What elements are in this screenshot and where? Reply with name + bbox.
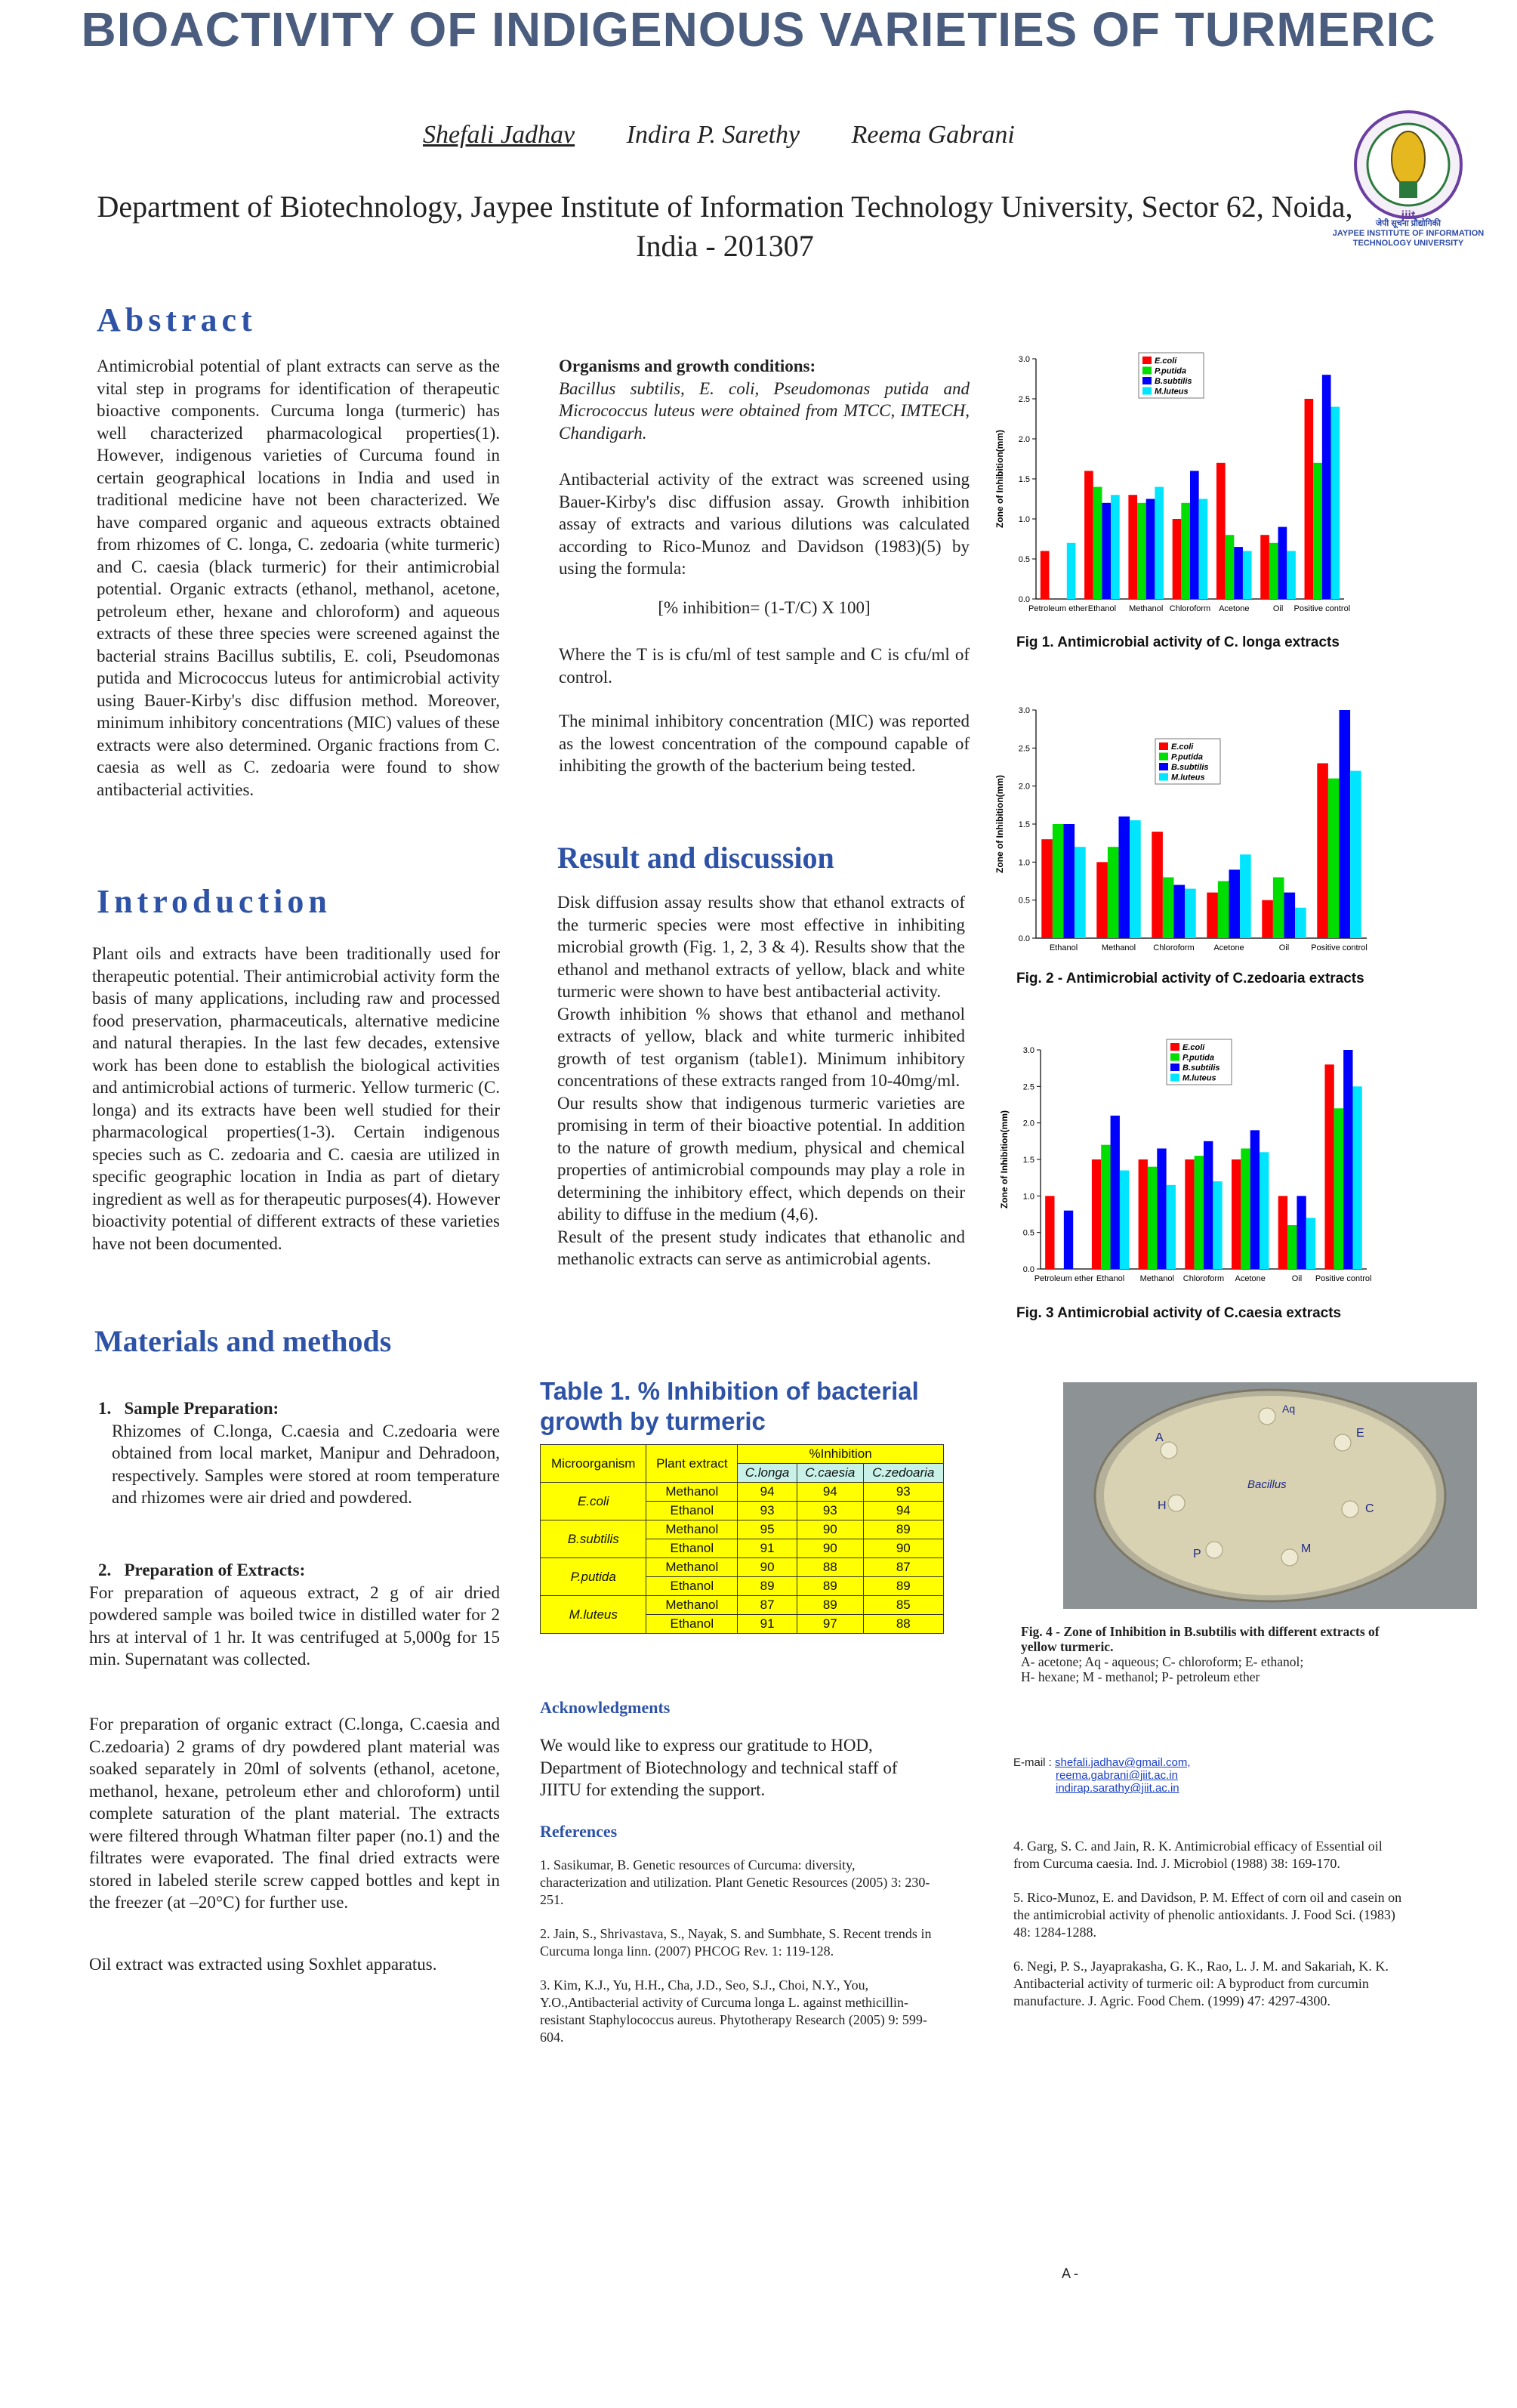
x-tick-label: Methanol xyxy=(1101,943,1136,952)
table-value-cell: 88 xyxy=(797,1558,863,1577)
x-tick-label: Chloroform xyxy=(1153,943,1195,952)
disc-chloroform xyxy=(1342,1501,1358,1517)
table-row xyxy=(541,1558,944,1577)
legend-label: P.putida xyxy=(1171,752,1203,762)
legend-swatch xyxy=(1170,1043,1179,1051)
table-extract-cell: Methanol xyxy=(646,1520,738,1539)
inhibition-table xyxy=(540,1444,944,1634)
oil-extract-text: Oil extract was extracted using Soxhlet apparatus. xyxy=(89,1955,437,1974)
x-tick-label: Methanol xyxy=(1129,604,1164,613)
abstract-text: Antimicrobial potential of plant extracts can serve as the vital step in programs for identification of therapeutic bioactive components. Curcuma longa (turmeric) has well characterized pharmacological properties(1). However, indigenous varieties of Curcuma found in certain geographical locations in India and used in traditional medicine have not been characterized. We have compared organic and aqueous extracts obtained from rhizomes of C. longa, C. zedoaria (white turmeric) and C. caesia (black turmeric) for their antimicrobial potential. Organic extracts (ethanol, methanol, acetone, petroleum ether, hexane and chloroform) and aqueous extracts of these three species were screened against the bacterial strains Bacillus subtilis, E. coli, Pseudomonas putida and Micrococcus luteus for antimicrobial activity using Bauer-Kirby's disc diffusion method. Moreover, minimum inhibitory concentrations (MIC) values of these extracts were also determined. Organic fractions from C. caesia as well as C. zedoaria were found to show antibacterial activities. xyxy=(97,357,500,799)
bar-pputida xyxy=(1195,1156,1204,1269)
legend-label: P.putida xyxy=(1155,366,1186,376)
bar-mluteus xyxy=(1167,1185,1176,1269)
y-tick-label: 1.0 xyxy=(1018,858,1030,868)
plate-label: P xyxy=(1193,1548,1201,1561)
table-value-cell: 87 xyxy=(863,1558,943,1577)
disc-hexane xyxy=(1168,1495,1185,1511)
bar-pputida xyxy=(1241,1149,1250,1270)
x-tick-label: Ethanol xyxy=(1096,1274,1125,1283)
legend-label: M.luteus xyxy=(1171,773,1205,783)
table-row xyxy=(541,1596,944,1615)
legend-label: E.coli xyxy=(1171,742,1194,752)
chart-fig2-c-zedoaria xyxy=(989,695,1382,967)
bar-mluteus xyxy=(1155,487,1164,599)
bar-ecoli xyxy=(1173,519,1182,599)
table-organism-cell: B.subtilis xyxy=(541,1520,646,1558)
legend-swatch xyxy=(1142,387,1152,395)
bar-pputida xyxy=(1137,503,1146,599)
formula-explanation: Where the T is is cfu/ml of test sample and C is cfu/ml of control. xyxy=(559,645,970,687)
bar-pputida xyxy=(1328,779,1340,938)
table-extract-cell: Methanol xyxy=(646,1483,738,1502)
y-axis-label: Zone of Inhibition(mm) xyxy=(994,775,1005,873)
x-tick-label: Petroleum ether xyxy=(1028,604,1088,613)
bar-pputida xyxy=(1287,1225,1297,1269)
reference-item: 2. Jain, S., Shrivastava, S., Nayak, S. and Sumbhate, S. Recent trends in Curcuma longa linn. (2007) PHCOG Rev. 1: 119-128. xyxy=(540,1926,932,1959)
email-link[interactable]: reema.gabrani@jiit.ac.in xyxy=(1056,1769,1178,1782)
bar-mluteus xyxy=(1199,499,1208,600)
legend-label: M.luteus xyxy=(1182,1073,1216,1083)
table-value-cell: 94 xyxy=(797,1483,863,1502)
bar-mluteus xyxy=(1185,889,1196,938)
bar-ecoli xyxy=(1092,1159,1101,1269)
bar-mluteus xyxy=(1075,847,1086,938)
table-value-cell: 88 xyxy=(863,1615,943,1634)
legend-swatch xyxy=(1142,367,1152,375)
y-tick-label: 3.0 xyxy=(1018,355,1030,364)
bar-mluteus xyxy=(1350,771,1361,938)
bar-ecoli xyxy=(1324,1064,1334,1269)
bar-mluteus xyxy=(1260,1152,1269,1269)
y-tick-label: 0.5 xyxy=(1018,555,1030,564)
x-tick-label: Oil xyxy=(1291,1274,1303,1283)
organisms-text: Bacillus subtilis, E. coli, Pseudomonas putida and Micrococcus luteus were obtained from MTCC, IMTECH, Chandigarh. xyxy=(559,378,970,443)
bar-pputida xyxy=(1093,487,1102,599)
table-value-cell: 89 xyxy=(797,1577,863,1596)
table-row xyxy=(541,1520,944,1539)
y-tick-label: 1.5 xyxy=(1022,1156,1034,1165)
organisms-block xyxy=(559,355,970,444)
results-paragraph-1: Disk diffusion assay results show that ethanol extracts of the turmeric species were most effective in inhibiting microbial growth (Fig. 1, 2, 3 & 4). Results show that the ethanol and methanol extracts of yellow, black and white turmeric were shown to have best antibacterial activity. xyxy=(557,893,965,1001)
disc-ethanol xyxy=(1334,1434,1351,1451)
bar-ecoli xyxy=(1185,1159,1194,1269)
bar-bsubtilis xyxy=(1064,824,1075,938)
petri-plate-graphic xyxy=(1063,1382,1477,1609)
table-extract-cell: Methanol xyxy=(646,1596,738,1615)
chart-fig1-c-longa xyxy=(989,344,1382,627)
bar-pputida xyxy=(1101,1145,1110,1269)
petri-plate-photo xyxy=(1063,1382,1477,1609)
inhibition-formula: [% inhibition= (1-T/C) X 100] xyxy=(658,598,871,617)
bar-pputida xyxy=(1053,824,1064,938)
acknowledgments-text: We would like to express our gratitude to HOD, Department of Biotechnology and technical staff of JIITU for extending the support. xyxy=(540,1736,898,1799)
table-value-cell: 90 xyxy=(797,1520,863,1539)
legend-swatch xyxy=(1142,377,1152,384)
y-tick-label: 2.0 xyxy=(1018,782,1030,792)
bar-bsubtilis xyxy=(1102,503,1111,599)
legend-swatch xyxy=(1142,357,1152,364)
department-affiliation: Department of Biotechnology, Jaypee Institute of Information Technology University, Sector 62, Noida, India - 201307 xyxy=(97,190,1353,263)
email-block xyxy=(1013,1756,1191,1795)
table-header-plant-extract: Plant extract xyxy=(646,1445,738,1483)
plate-label: E xyxy=(1356,1427,1364,1440)
fig2-caption: Fig. 2 - Antimicrobial activity of C.zedoaria extracts xyxy=(1016,971,1364,986)
y-tick-label: 3.0 xyxy=(1018,706,1030,715)
bar-bsubtilis xyxy=(1229,869,1241,938)
bar-ecoli xyxy=(1096,862,1108,938)
y-axis-label: Zone of Inhibition(mm) xyxy=(999,1110,1010,1209)
references-right xyxy=(1013,1838,1402,2010)
extract-preparation-block: 2. Preparation of Extracts: For preparation of aqueous extract, 2 g of air dried powdered sample was boiled twice in distilled water for 2 hrs at interval of 1 hr. It was centrifuged at 5,000g for 15 min. Supernatant was collected. xyxy=(89,1559,500,1671)
bar-mluteus xyxy=(1295,908,1306,938)
disc-petroleum-ether xyxy=(1206,1542,1223,1558)
bar-bsubtilis xyxy=(1322,375,1331,599)
author-list xyxy=(423,121,1060,150)
plate-label: Aq xyxy=(1282,1403,1296,1415)
logo-mark-text: jiit xyxy=(1401,209,1416,222)
y-tick-label: 2.5 xyxy=(1018,395,1030,404)
bar-ecoli xyxy=(1278,1196,1287,1269)
legend-swatch xyxy=(1159,773,1168,781)
y-tick-label: 0.0 xyxy=(1022,1265,1034,1274)
x-tick-label: Positive control xyxy=(1315,1274,1372,1283)
table-value-cell: 89 xyxy=(863,1520,943,1539)
y-tick-label: 1.5 xyxy=(1018,475,1030,484)
y-tick-label: 0.5 xyxy=(1018,896,1030,906)
reference-item: 5. Rico-Munoz, E. and Davidson, P. M. Effect of corn oil and casein on the antimicrobial activity of phenolic antioxidants. J. Food Sci. (1983) 48: 1284-1288. xyxy=(1013,1890,1402,1940)
reference-item: 3. Kim, K.J., Yu, H.H., Cha, J.D., Seo, S.J., Choi, N.Y., You, Y.O.,Antibacterial activity of Curcuma longa L. against methicillin-resistant Staphylococcus aureus. Phytotherapy Research (2005) 9: 599-604. xyxy=(540,1977,927,2045)
table-value-cell: 90 xyxy=(797,1539,863,1558)
disc-aqueous xyxy=(1259,1408,1275,1425)
table-value-cell: 89 xyxy=(863,1577,943,1596)
bar-ecoli xyxy=(1045,1196,1054,1269)
chart-fig3-c-caesia xyxy=(997,1029,1382,1308)
organic-extract-text: For preparation of organic extract (C.longa, C.caesia and C.zedoaria) 2 grams of dry powdered plant material was soaked separately in 20ml of solvents (ethanol, acetone, methanol, hexane, petroleum ether and chloroform) until complete saturation of the plant material. The extracts were filtered through Whatman filter paper (no.1) and the filtrates were evaporated. The final dried extracts were stored in labeled sterile screw capped bottles and kept in the freezer (at –20°C) for further use. xyxy=(89,1715,500,1912)
email-link[interactable]: shefali.jadhav@gmail.com, xyxy=(1055,1756,1191,1769)
table-header-inhibition: %Inhibition xyxy=(738,1445,944,1464)
x-tick-label: Petroleum ether xyxy=(1034,1274,1093,1283)
fig4-legend-line: H- hexane; M - methanol; P- petroleum ether xyxy=(1021,1669,1260,1684)
fig4-caption-title: Fig. 4 - Zone of Inhibition in B.subtilis with different extracts of yellow turmeric. xyxy=(1021,1624,1380,1654)
bar-ecoli xyxy=(1152,832,1163,938)
bar-ecoli xyxy=(1084,471,1093,599)
acknowledgments-heading: Acknowledgments xyxy=(540,1698,671,1717)
assay-text: Antibacterial activity of the extract was screened using Bauer-Kirby's disc diffusion assay. Growth inhibition assay of extracts and various dilutions was calculated according to Rico-Munoz and Davidson (1983)(5) by using the formula: xyxy=(559,470,970,578)
table-value-cell: 93 xyxy=(797,1502,863,1520)
references-left xyxy=(540,1857,933,2046)
table-organism-cell: P.putida xyxy=(541,1558,646,1596)
introduction-heading: Introduction xyxy=(97,883,331,920)
table-value-cell: 95 xyxy=(738,1520,797,1539)
bar-mluteus xyxy=(1240,854,1251,938)
table-value-cell: 85 xyxy=(863,1596,943,1615)
table-extract-cell: Ethanol xyxy=(646,1502,738,1520)
table-extract-cell: Ethanol xyxy=(646,1539,738,1558)
logo-university-name: JAYPEE INSTITUTE OF INFORMATION TECHNOLOGY UNIVERSITY xyxy=(1332,229,1485,248)
bar-pputida xyxy=(1108,847,1119,938)
y-tick-label: 0.0 xyxy=(1018,595,1030,604)
table-extract-cell: Ethanol xyxy=(646,1615,738,1634)
x-tick-label: Oil xyxy=(1278,943,1290,952)
legend-swatch xyxy=(1170,1064,1179,1071)
bar-mluteus xyxy=(1120,1171,1129,1270)
reference-item: 4. Garg, S. C. and Jain, R. K. Antimicrobial efficacy of Essential oil from Curcuma caesia. Ind. J. Microbiol (1988) 38: 169-170. xyxy=(1013,1838,1383,1871)
extract-preparation-text: For preparation of aqueous extract, 2 g of air dried powdered sample was boiled twice in distilled water for 2 hrs at interval of 1 hr. It was centrifuged at 5,000g for 15 min. Supernatant was collected. xyxy=(89,1582,500,1669)
y-tick-label: 2.0 xyxy=(1022,1119,1034,1128)
x-tick-label: Acetone xyxy=(1213,943,1244,952)
bar-mluteus xyxy=(1306,1218,1315,1269)
bar-mluteus xyxy=(1213,1181,1222,1269)
x-tick-label: Ethanol xyxy=(1049,943,1078,952)
legend-label: B.subtilis xyxy=(1182,1064,1220,1073)
chart-legend xyxy=(1139,353,1204,398)
legend-label: E.coli xyxy=(1155,357,1177,366)
bar-ecoli xyxy=(1207,893,1218,938)
y-tick-label: 2.0 xyxy=(1018,435,1030,444)
bar-pputida xyxy=(1334,1108,1343,1269)
results-paragraph-2: Growth inhibition % shows that ethanol and methanol extracts of yellow, black and white turmeric inhibited growth of test organism (table1). Minimum inhibitory concentrations of these extracts ranged from 10-40mg/ml. xyxy=(557,1004,965,1090)
bar-mluteus xyxy=(1243,551,1252,599)
bar-bsubtilis xyxy=(1234,547,1243,599)
table-value-cell: 90 xyxy=(863,1539,943,1558)
table-value-cell: 89 xyxy=(738,1577,797,1596)
bar-bsubtilis xyxy=(1278,527,1287,599)
bar-ecoli xyxy=(1260,535,1269,599)
plate-label: M xyxy=(1301,1542,1312,1555)
bar-ecoli xyxy=(1216,463,1226,599)
fig4-caption xyxy=(1021,1624,1414,1684)
disc-methanol xyxy=(1281,1549,1298,1566)
bar-bsubtilis xyxy=(1284,893,1296,938)
bar-bsubtilis xyxy=(1190,471,1199,599)
table-value-cell: 93 xyxy=(738,1502,797,1520)
plate-label: C xyxy=(1365,1502,1374,1515)
chart-legend xyxy=(1155,739,1220,784)
table-extract-cell: Ethanol xyxy=(646,1577,738,1596)
table-title: Table 1. % Inhibition of bacterial growth by turmeric xyxy=(540,1377,919,1435)
bar-ecoli xyxy=(1139,1159,1148,1269)
sample-preparation-title: Sample Preparation: xyxy=(124,1399,279,1418)
fig4-legend-line: A- acetone; Aq - aqueous; C- chloroform; E- ethanol; xyxy=(1021,1654,1304,1669)
bar-pputida xyxy=(1313,463,1322,599)
y-tick-label: 2.5 xyxy=(1018,744,1030,754)
reference-item: 6. Negi, P. S., Jayaprakasha, G. K., Rao, L. J. M. and Sakariah, K. K. Antibacterial activity of turmeric oil: A byproduct from curcumin manufacture. J. Agric. Food Chem. (1999) 47: 4297-4300. xyxy=(1013,1959,1389,2008)
legend-swatch xyxy=(1170,1054,1179,1061)
table-header-species: C.caesia xyxy=(797,1464,863,1483)
table-value-cell: 87 xyxy=(738,1596,797,1615)
y-tick-label: 0.0 xyxy=(1018,934,1030,943)
x-tick-label: Acetone xyxy=(1219,604,1250,613)
bar-bsubtilis xyxy=(1297,1196,1306,1269)
bar-bsubtilis xyxy=(1204,1141,1213,1269)
table-header-species: C.longa xyxy=(738,1464,797,1483)
x-tick-label: Ethanol xyxy=(1087,604,1117,613)
bar-ecoli xyxy=(1128,495,1137,599)
y-tick-label: 0.5 xyxy=(1022,1228,1034,1238)
bar-bsubtilis xyxy=(1157,1149,1166,1270)
table-value-cell: 94 xyxy=(863,1502,943,1520)
bar-pputida xyxy=(1163,877,1174,938)
reference-item: 1. Sasikumar, B. Genetic resources of Curcuma: diversity, characterization and utilization. Plant Genetic Resources (2005) 3: 230-251. xyxy=(540,1857,930,1907)
bar-ecoli xyxy=(1041,839,1053,938)
bar-ecoli xyxy=(1305,399,1314,599)
references-heading: References xyxy=(540,1822,618,1841)
table-value-cell: 94 xyxy=(738,1483,797,1502)
bar-mluteus xyxy=(1067,543,1076,599)
table-extract-cell: Methanol xyxy=(646,1558,738,1577)
email-link[interactable]: indirap.sarathy@jiit.ac.in xyxy=(1056,1782,1179,1795)
bar-pputida xyxy=(1226,535,1235,599)
bar-ecoli xyxy=(1232,1159,1241,1269)
bar-mluteus xyxy=(1130,820,1141,938)
bar-pputida xyxy=(1148,1167,1157,1269)
bar-mluteus xyxy=(1287,551,1296,599)
legend-label: E.coli xyxy=(1182,1043,1205,1052)
author-3: Reema Gabrani xyxy=(851,121,1015,149)
bar-pputida xyxy=(1181,503,1190,599)
plate-label: Bacillus xyxy=(1247,1478,1287,1491)
methods-heading: Materials and methods xyxy=(94,1324,392,1358)
legend-swatch xyxy=(1159,753,1168,761)
y-tick-label: 1.5 xyxy=(1018,820,1030,829)
table-row xyxy=(541,1483,944,1502)
disc-acetone xyxy=(1161,1442,1177,1459)
results-paragraph-4: Result of the present study indicates that ethanolic and methanolic extracts can serve as antimicrobial agents. xyxy=(557,1227,965,1268)
bar-bsubtilis xyxy=(1064,1211,1073,1269)
logo-caption xyxy=(1325,219,1491,249)
bar-bsubtilis xyxy=(1111,1116,1120,1269)
table-value-cell: 91 xyxy=(738,1539,797,1558)
bar-pputida xyxy=(1218,881,1229,939)
poster-title: BIOACTIVITY OF INDIGENOUS VARIETIES OF TURMERIC xyxy=(81,2,1436,57)
sample-preparation-block: 1. Sample Preparation: Rhizomes of C.longa, C.caesia and C.zedoaria were obtained from local market, Manipur and Dehradoon, respectively. Samples were stored at room temperature and rhizomes were air dried and powdered. xyxy=(98,1397,500,1509)
abstract-heading: Abstract xyxy=(97,301,257,338)
table-value-cell: 97 xyxy=(797,1615,863,1634)
legend-swatch xyxy=(1170,1074,1179,1082)
y-tick-label: 1.0 xyxy=(1022,1192,1034,1202)
table-organism-cell: E.coli xyxy=(541,1483,646,1520)
organisms-heading: Organisms and growth conditions: xyxy=(559,357,816,375)
table-value-cell: 93 xyxy=(863,1483,943,1502)
logo-hindi-text: जेपी सूचना प्रौद्योगिकी xyxy=(1376,219,1441,228)
table-value-cell: 89 xyxy=(797,1596,863,1615)
legend-swatch xyxy=(1159,742,1168,750)
legend-label: B.subtilis xyxy=(1155,377,1192,386)
bar-bsubtilis xyxy=(1340,710,1351,938)
x-tick-label: Oil xyxy=(1272,604,1284,613)
bar-pputida xyxy=(1269,543,1278,599)
table-organism-cell: M.luteus xyxy=(541,1596,646,1634)
mic-text: The minimal inhibitory concentration (MIC) was reported as the lowest concentration of the compound capable of inhibiting the growth of the bacterium being tested. xyxy=(559,712,970,775)
sample-preparation-text: Rhizomes of C.longa, C.caesia and C.zedoaria were obtained from local market, Manipur and Dehradoon, respectively. Samples were stored at room temperature and rhizomes were air dried and powdered. xyxy=(112,1421,500,1507)
bar-bsubtilis xyxy=(1146,499,1155,600)
author-1: Shefali Jadhav xyxy=(423,121,575,149)
y-tick-label: 3.0 xyxy=(1022,1046,1034,1055)
author-2: Indira P. Sarethy xyxy=(626,121,800,149)
email-label: E-mail : xyxy=(1013,1756,1052,1769)
bar-mluteus xyxy=(1352,1086,1361,1269)
fig3-caption: Fig. 3 Antimicrobial activity of C.caesia extracts xyxy=(1016,1305,1342,1321)
x-tick-label: Positive control xyxy=(1293,604,1351,613)
legend-swatch xyxy=(1159,763,1168,770)
bar-ecoli xyxy=(1262,900,1273,938)
bar-mluteus xyxy=(1331,407,1340,599)
plate-label: H xyxy=(1158,1499,1167,1512)
bar-mluteus xyxy=(1111,495,1120,599)
bar-ecoli xyxy=(1317,763,1328,938)
legend-label: P.putida xyxy=(1182,1053,1214,1063)
bar-bsubtilis xyxy=(1250,1130,1260,1269)
legend-label: B.subtilis xyxy=(1171,763,1209,772)
bar-ecoli xyxy=(1041,551,1050,599)
table-header-species: C.zedoaria xyxy=(863,1464,943,1483)
x-tick-label: Chloroform xyxy=(1182,1274,1225,1283)
x-tick-label: Chloroform xyxy=(1169,604,1211,613)
y-axis-label: Zone of Inhibition(mm) xyxy=(994,430,1005,528)
bar-bsubtilis xyxy=(1343,1050,1352,1269)
extract-preparation-title: Preparation of Extracts: xyxy=(124,1561,306,1579)
page-footer: A - xyxy=(1062,2266,1079,2281)
results-text xyxy=(557,891,965,1270)
results-paragraph-3: Our results show that indigenous turmeric varieties are promising in term of their bioactive potential. In addition to the nature of growth medium, physical and chemical properties of antimicrobial compounds may play a role in determining the inhibitory effect, which depends on their ability to diffuse in the medium (4,6). xyxy=(557,1093,965,1224)
table-header-microorganism: Microorganism xyxy=(541,1445,646,1483)
table-value-cell: 90 xyxy=(738,1558,797,1577)
x-tick-label: Methanol xyxy=(1139,1274,1174,1283)
plate-label: A xyxy=(1155,1431,1164,1444)
table-value-cell: 91 xyxy=(738,1615,797,1634)
results-heading: Result and discussion xyxy=(557,841,834,875)
y-tick-label: 2.5 xyxy=(1022,1082,1034,1092)
x-tick-label: Positive control xyxy=(1311,943,1367,952)
agar-medium xyxy=(1104,1396,1436,1595)
chart-legend xyxy=(1167,1039,1232,1085)
y-tick-label: 1.0 xyxy=(1018,515,1030,524)
bar-pputida xyxy=(1273,877,1284,938)
x-tick-label: Acetone xyxy=(1235,1274,1266,1283)
legend-label: M.luteus xyxy=(1155,387,1189,397)
introduction-text: Plant oils and extracts have been traditionally used for therapeutic potential. Their antimicrobial activity form the basis of many applications, including raw and processed food preservation, pharmaceuticals, alternative medicine and natural therapies. In the last few decades, extensive work has been done to establish the biological activities and antimicrobial actions of turmeric. Yellow turmeric (C. longa) and its extracts have been well studied for their pharmacological properties(1-3). Certain indigenous species such as C. zedoaria and C. caesia are utilized in specific geographic location in India as part of dietary ingredient as well as for therapeutic purposes(4). However bioactivity potential of different extracts of these varieties have not been documented. xyxy=(92,944,500,1253)
bar-bsubtilis xyxy=(1174,885,1186,938)
fig1-caption: Fig 1. Antimicrobial activity of C. longa extracts xyxy=(1016,634,1340,650)
bar-bsubtilis xyxy=(1119,817,1130,938)
